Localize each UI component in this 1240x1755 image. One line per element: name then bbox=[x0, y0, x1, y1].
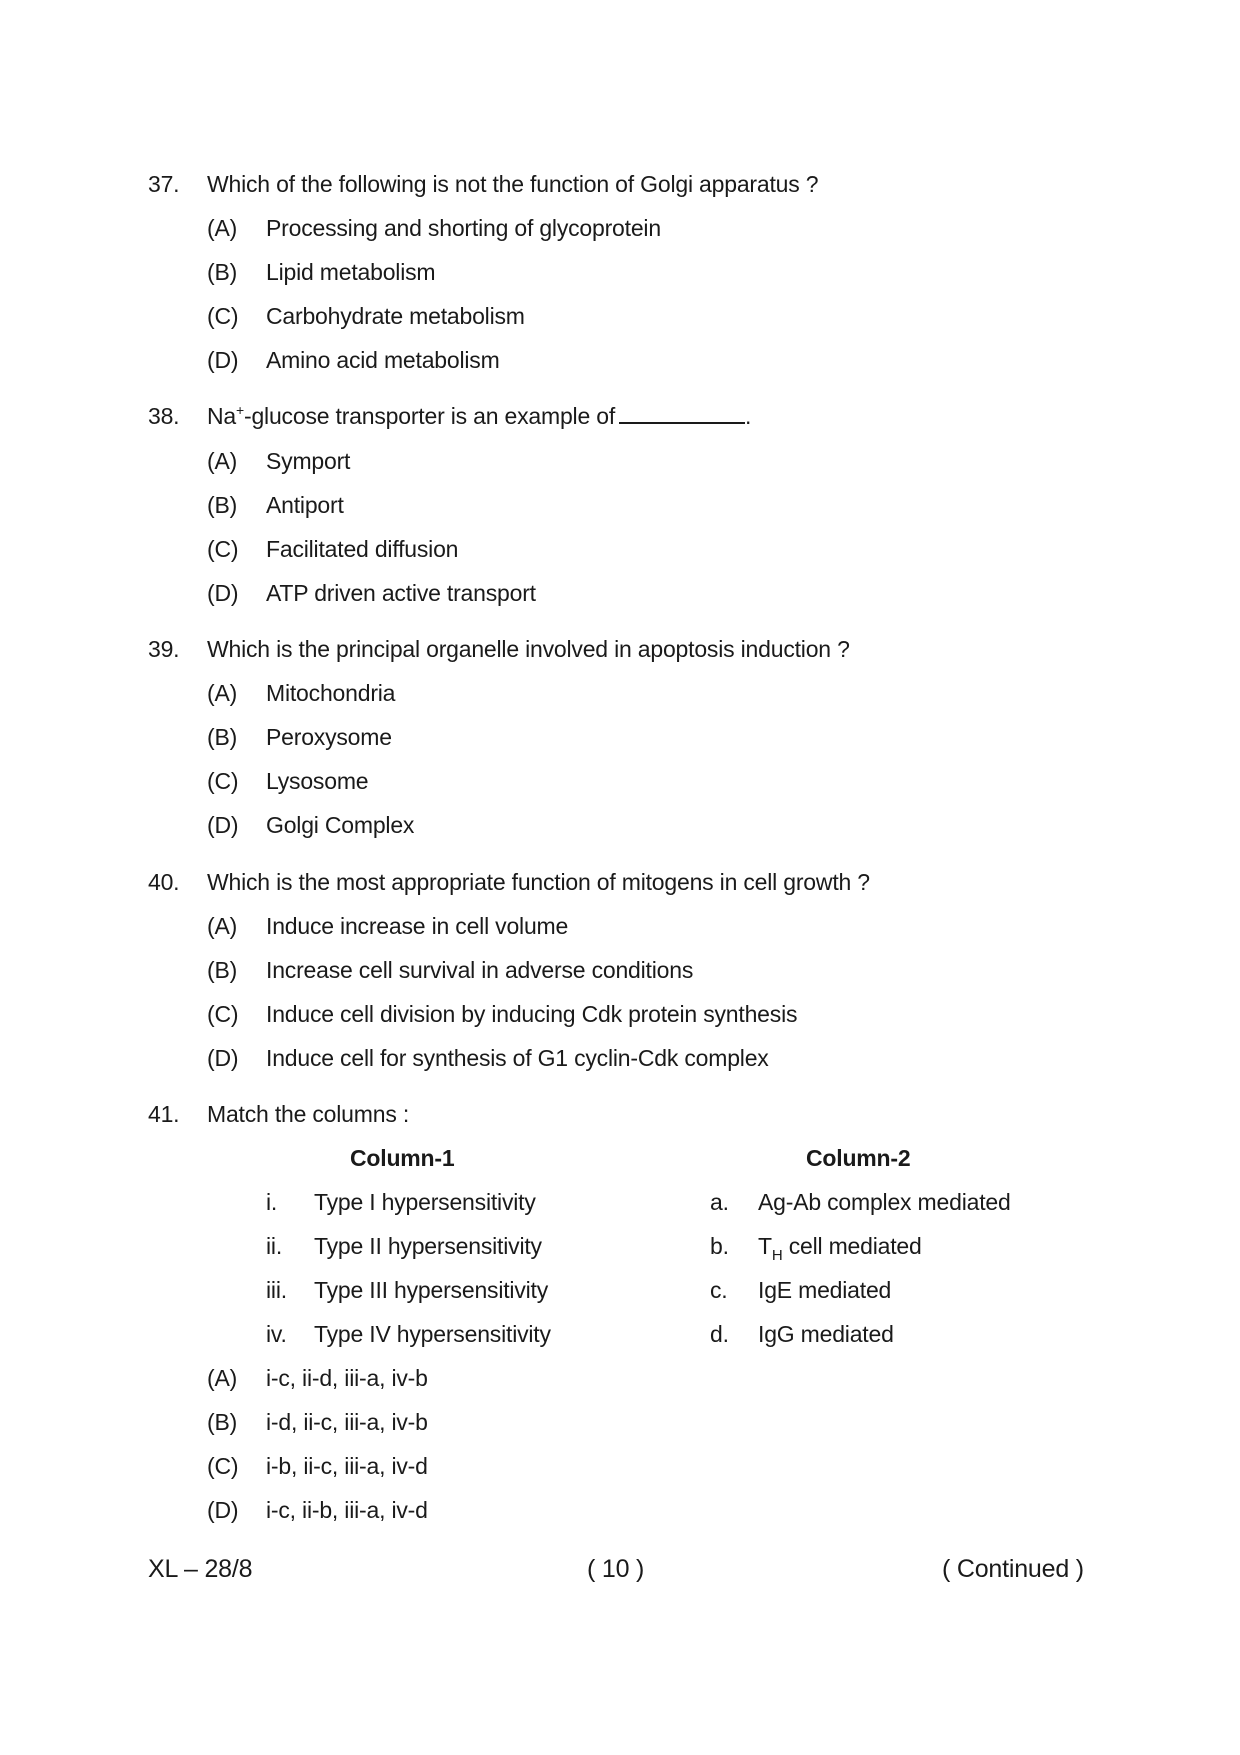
column-2-text: IgE mediated bbox=[758, 1277, 892, 1303]
option-text: Induce increase in cell volume bbox=[266, 913, 569, 939]
column-2-text: Ag-Ab complex mediated bbox=[758, 1189, 1011, 1215]
question-text-suffix: -glucose transporter is an example of bbox=[244, 403, 616, 429]
question-text: Which of the following is not the function of Golgi apparatus ? bbox=[207, 171, 819, 197]
option-label: (C) bbox=[207, 536, 239, 562]
column-1-text: Type IV hypersensitivity bbox=[314, 1321, 551, 1347]
superscript-plus: + bbox=[236, 402, 244, 418]
fill-in-blank bbox=[619, 402, 745, 424]
column-2-text: IgG mediated bbox=[758, 1321, 894, 1347]
question-number: 40. bbox=[148, 869, 180, 895]
option-label: (A) bbox=[207, 448, 238, 474]
option-label: (B) bbox=[207, 957, 238, 983]
column-1-heading: Column-1 bbox=[350, 1145, 455, 1171]
th-subscript: H bbox=[771, 1247, 783, 1264]
option-text: i-c, ii-d, iii-a, iv-b bbox=[266, 1365, 428, 1391]
question-number: 37. bbox=[148, 171, 180, 197]
option-label: (A) bbox=[207, 215, 238, 241]
column-2-heading: Column-2 bbox=[806, 1145, 911, 1171]
column-1-label: iii. bbox=[266, 1277, 287, 1303]
question-text-prefix: Na bbox=[207, 403, 237, 429]
option-label: (B) bbox=[207, 259, 238, 285]
option-text: Symport bbox=[266, 448, 351, 474]
column-2-label: c. bbox=[710, 1277, 728, 1303]
column-1-label: iv. bbox=[266, 1321, 287, 1347]
th-prefix: T bbox=[758, 1233, 772, 1259]
column-2-label: a. bbox=[710, 1189, 729, 1215]
option-label: (C) bbox=[207, 768, 239, 794]
option-text: Antiport bbox=[266, 492, 344, 518]
option-text: Lipid metabolism bbox=[266, 259, 436, 285]
question-text bbox=[207, 401, 751, 431]
column-1-text: Type III hypersensitivity bbox=[314, 1277, 549, 1303]
question-text: Which is the principal organelle involved in apoptosis induction ? bbox=[207, 636, 850, 662]
option-text: i-c, ii-b, iii-a, iv-d bbox=[266, 1497, 428, 1523]
option-text: Increase cell survival in adverse conditions bbox=[266, 957, 694, 983]
option-text: Golgi Complex bbox=[266, 812, 415, 838]
question-text: Which is the most appropriate function of mitogens in cell growth ? bbox=[207, 869, 870, 895]
option-text: Lysosome bbox=[266, 768, 369, 794]
question-text: Match the columns : bbox=[207, 1101, 410, 1127]
option-label: (C) bbox=[207, 303, 239, 329]
question-number: 39. bbox=[148, 636, 180, 662]
question-text-end: . bbox=[745, 403, 752, 429]
continued-label: ( Continued ) bbox=[942, 1555, 1084, 1583]
option-text: Carbohydrate metabolism bbox=[266, 303, 525, 329]
column-2-label: b. bbox=[710, 1233, 729, 1259]
option-label: (D) bbox=[207, 580, 239, 606]
option-text: Mitochondria bbox=[266, 680, 396, 706]
option-label: (D) bbox=[207, 347, 239, 373]
option-text: Processing and shorting of glycoprotein bbox=[266, 215, 661, 241]
option-text: Amino acid metabolism bbox=[266, 347, 500, 373]
question-number: 38. bbox=[148, 403, 180, 429]
option-label: (A) bbox=[207, 1365, 238, 1391]
column-2-label: d. bbox=[710, 1321, 729, 1347]
option-label: (D) bbox=[207, 1497, 239, 1523]
option-label: (C) bbox=[207, 1453, 239, 1479]
option-text: Induce cell division by inducing Cdk protein synthesis bbox=[266, 1001, 798, 1027]
option-text: i-d, ii-c, iii-a, iv-b bbox=[266, 1409, 428, 1435]
column-1-label: ii. bbox=[266, 1233, 283, 1259]
option-label: (D) bbox=[207, 812, 239, 838]
option-text: Induce cell for synthesis of G1 cyclin-Cdk complex bbox=[266, 1045, 769, 1071]
column-2-text bbox=[758, 1231, 922, 1264]
option-label: (B) bbox=[207, 724, 238, 750]
column-1-label: i. bbox=[266, 1189, 278, 1215]
paper-code: XL – 28/8 bbox=[148, 1555, 253, 1583]
option-label: (C) bbox=[207, 1001, 239, 1027]
option-label: (A) bbox=[207, 913, 238, 939]
option-label: (B) bbox=[207, 492, 238, 518]
option-text: Peroxysome bbox=[266, 724, 392, 750]
column-1-text: Type II hypersensitivity bbox=[314, 1233, 542, 1259]
column-1-text: Type I hypersensitivity bbox=[314, 1189, 536, 1215]
th-suffix: cell mediated bbox=[782, 1233, 922, 1259]
question-number: 41. bbox=[148, 1101, 180, 1127]
option-text: Facilitated diffusion bbox=[266, 536, 459, 562]
option-text: i-b, ii-c, iii-a, iv-d bbox=[266, 1453, 428, 1479]
option-label: (D) bbox=[207, 1045, 239, 1071]
option-label: (B) bbox=[207, 1409, 238, 1435]
option-label: (A) bbox=[207, 680, 238, 706]
option-text: ATP driven active transport bbox=[266, 580, 536, 606]
page-number: ( 10 ) bbox=[587, 1555, 645, 1583]
